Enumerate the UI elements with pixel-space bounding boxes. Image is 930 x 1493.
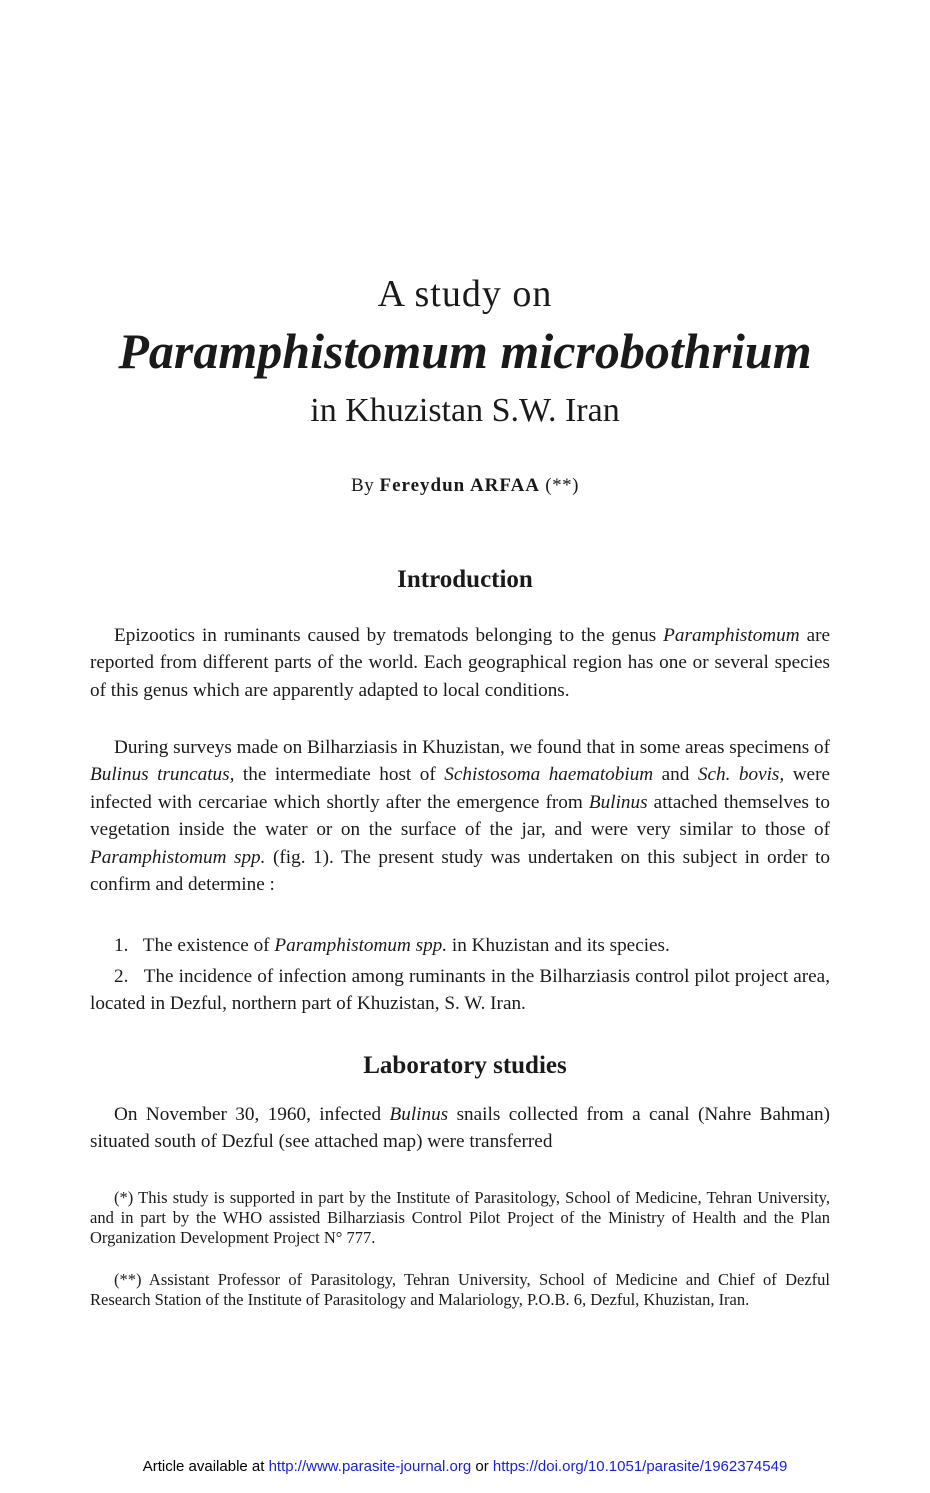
section-heading-laboratory: Laboratory studies [363,1052,567,1079]
title-species: Paramphistomum microbothrium [118,323,812,379]
byline [0,475,930,497]
article-footer [0,1458,930,1475]
footnote-2: (**) Assistant Professor of Parasitology, Tehran University, School of Medicine and Chief of Dezful Research Station of the Institute of Parasitology and Malariology, P.O.B. 6, Dezful, Khuzistan, Iran. [90,1270,830,1309]
intro-paragraph-1: Epizootics in ruminants caused by trematods belonging to the genus Paramphistomum are reported from different parts of the world. Each geographical region has one or several species of this genus which are apparently adapted to local conditions. [90,625,830,701]
title-line-3: in Khuzistan S.W. Iran [310,392,620,429]
intro-paragraph-2: During surveys made on Bilharziasis in Khuzistan, we found that in some areas specimens of Bulinus truncatus, the intermediate host of Schistosoma haematobium and Sch. bovis, were infected with cercariae which shortly after the emergence from Bulinus attached themselves to vegetation inside the water or on the surface of the jar, and were very similar to those of Paramphistomum spp. (fig. 1). The present study was undertaken on this subject in order to confirm and determine : [90,737,830,896]
byline-prefix: By [351,475,375,496]
author-name: Fereydun ARFAA [379,475,541,496]
list-number: 1. [114,935,129,956]
doi-link[interactable]: https://doi.org/10.1051/parasite/1962374549 [492,1458,788,1475]
list-item: 1. The existence of Paramphistomum spp. in Khuzistan and its species. [114,935,670,956]
lab-paragraph-1: On November 30, 1960, infected Bulinus snails collected from a canal (Nahre Bahman) situated south of Dezful (see attached map) were transferred [90,1104,830,1153]
footnote-1: (*) This study is supported in part by the Institute of Parasitology, School of Medicine, Tehran University, and in part by the WHO assisted Bilharziasis Control Pilot Project of the Ministry of Health and the Plan Organization Development Project N° 777. [90,1188,830,1247]
list-item: 2. The incidence of infection among ruminants in the Bilharziasis control pilot project area, located in Dezful, northern part of Khuzistan, S. W. Iran. [90,966,830,1015]
journal-link[interactable]: http://www.parasite-journal.org [268,1458,472,1475]
footer-middle: or [471,1458,493,1475]
title-line-1: A study on [377,273,553,315]
list-number: 2. [114,966,129,987]
footer-prefix: Article available at [142,1458,269,1475]
author-footnote-mark: (**) [545,475,579,496]
section-heading-introduction: Introduction [397,566,533,593]
